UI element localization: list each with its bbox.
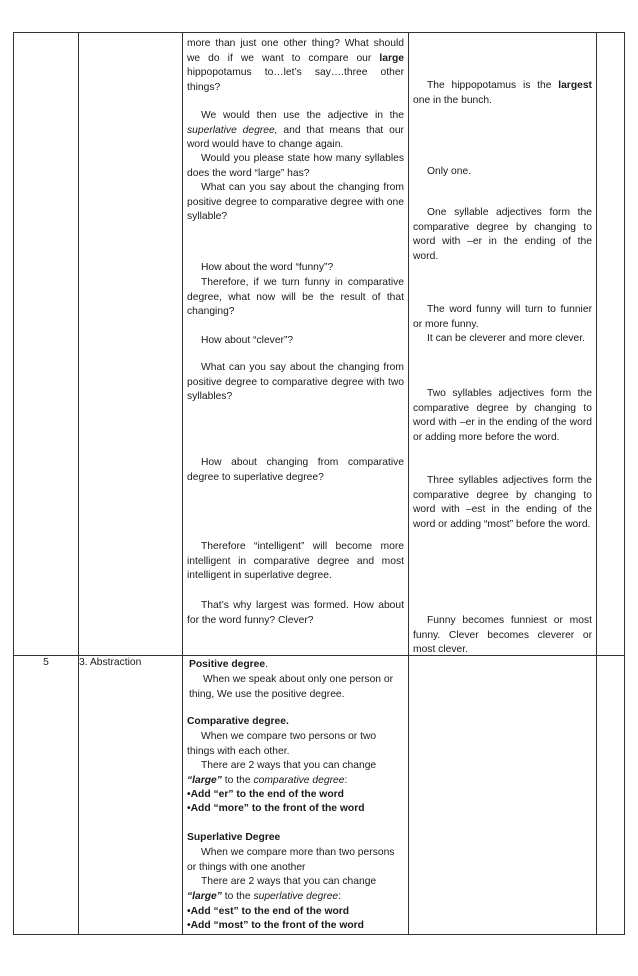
positive-degree-heading: Positive degree. (189, 659, 268, 670)
teacher-intro-question: more than just one other thing? What should we do if we want to compare our large hippopotamus to…let’s say….three other things? (187, 38, 404, 93)
remarks-cell (597, 656, 625, 935)
teacher-funny-result-question: Therefore, if we turn funny in comparative degree, what now will be the result of that changing? (187, 277, 404, 318)
number-cell: 5 (14, 656, 79, 935)
positive-degree-text: When we speak about only one person or thing, We use the positive degree. (189, 674, 394, 700)
student-hippo-answer: The hippopotamus is the largest one in the bunch. (413, 80, 592, 106)
teacher-funny-question: How about the word “funny”? (201, 262, 334, 273)
bullet-add-est: •Add “est” to the end of the word (187, 906, 350, 917)
comparative-degree-heading: Comparative degree. (187, 716, 289, 727)
lesson-plan-table (13, 32, 625, 935)
comparative-ways-text: There are 2 ways that you can change “large” to the comparative degree: (187, 760, 377, 786)
bullet-add-er: •Add “er” to the end of the word (187, 789, 344, 800)
student-funniest-answer: Funny becomes funniest or most funny. Clever becomes cleverer or most clever. (413, 615, 592, 656)
teacher-intelligent-explanation: Therefore “intelligent” will become more intelligent in comparative degree and most intelligent in superlative degree. (187, 541, 404, 582)
teacher-two-syllable-question: What can you say about the changing from positive degree to comparative degree with two syllables? (187, 362, 404, 403)
abstraction-cell (183, 656, 409, 935)
remarks-cell (597, 33, 625, 656)
bullet-add-most: •Add “most” to the front of the word (187, 920, 364, 931)
teacher-syllables-question: Would you please state how many syllables does the word “large” has? (187, 153, 404, 179)
student-one-syllable-answer: One syllable adjectives form the comparative degree by changing to word with –er in the ending of the word. (413, 207, 592, 262)
student-three-syllable-answer: Three syllables adjectives form the comparative degree by changing to word with –est in the ending of the word or adding “most” before the word. (413, 475, 592, 530)
superlative-ways-text: There are 2 ways that you can change “large” to the superlative degree: (187, 876, 377, 902)
bullet-add-more: •Add “more” to the front of the word (187, 803, 365, 814)
phase-cell: 3. Abstraction (79, 656, 183, 935)
student-two-syllable-answer: Two syllables adjectives form the comparative degree by changing to word with –er in the ending of the word or adding more before the word. (413, 388, 592, 443)
student-activity-cell (409, 656, 597, 935)
student-activity-cell (409, 33, 597, 656)
student-only-one-answer: Only one. (427, 166, 472, 177)
superlative-degree-heading: Superlative Degree (187, 832, 281, 843)
teacher-clever-question: How about “clever”? (201, 335, 294, 346)
student-funny-answer: The word funny will turn to funnier or more funny. (413, 304, 592, 330)
number-cell (14, 33, 79, 656)
superlative-degree-text: When we compare more than two persons or things with one another (187, 847, 395, 873)
teacher-comparative-to-superlative-question: How about changing from comparative degree to superlative degree? (187, 457, 404, 483)
teacher-superlative-explanation: We would then use the adjective in the superlative degree, and that means that our word would have to change again. (187, 110, 404, 151)
student-clever-answer: It can be cleverer and more clever. (427, 333, 585, 344)
comparative-degree-text: When we compare two persons or two things with each other. (187, 731, 377, 757)
teacher-largest-question: That’s why largest was formed. How about for the word funny? Clever? (187, 600, 404, 626)
teacher-activity-cell (183, 33, 409, 656)
phase-cell (79, 33, 183, 656)
table-row (14, 33, 625, 656)
teacher-one-syllable-question: What can you say about the changing from positive degree to comparative degree with one syllable? (187, 182, 404, 223)
table-row (14, 656, 625, 935)
